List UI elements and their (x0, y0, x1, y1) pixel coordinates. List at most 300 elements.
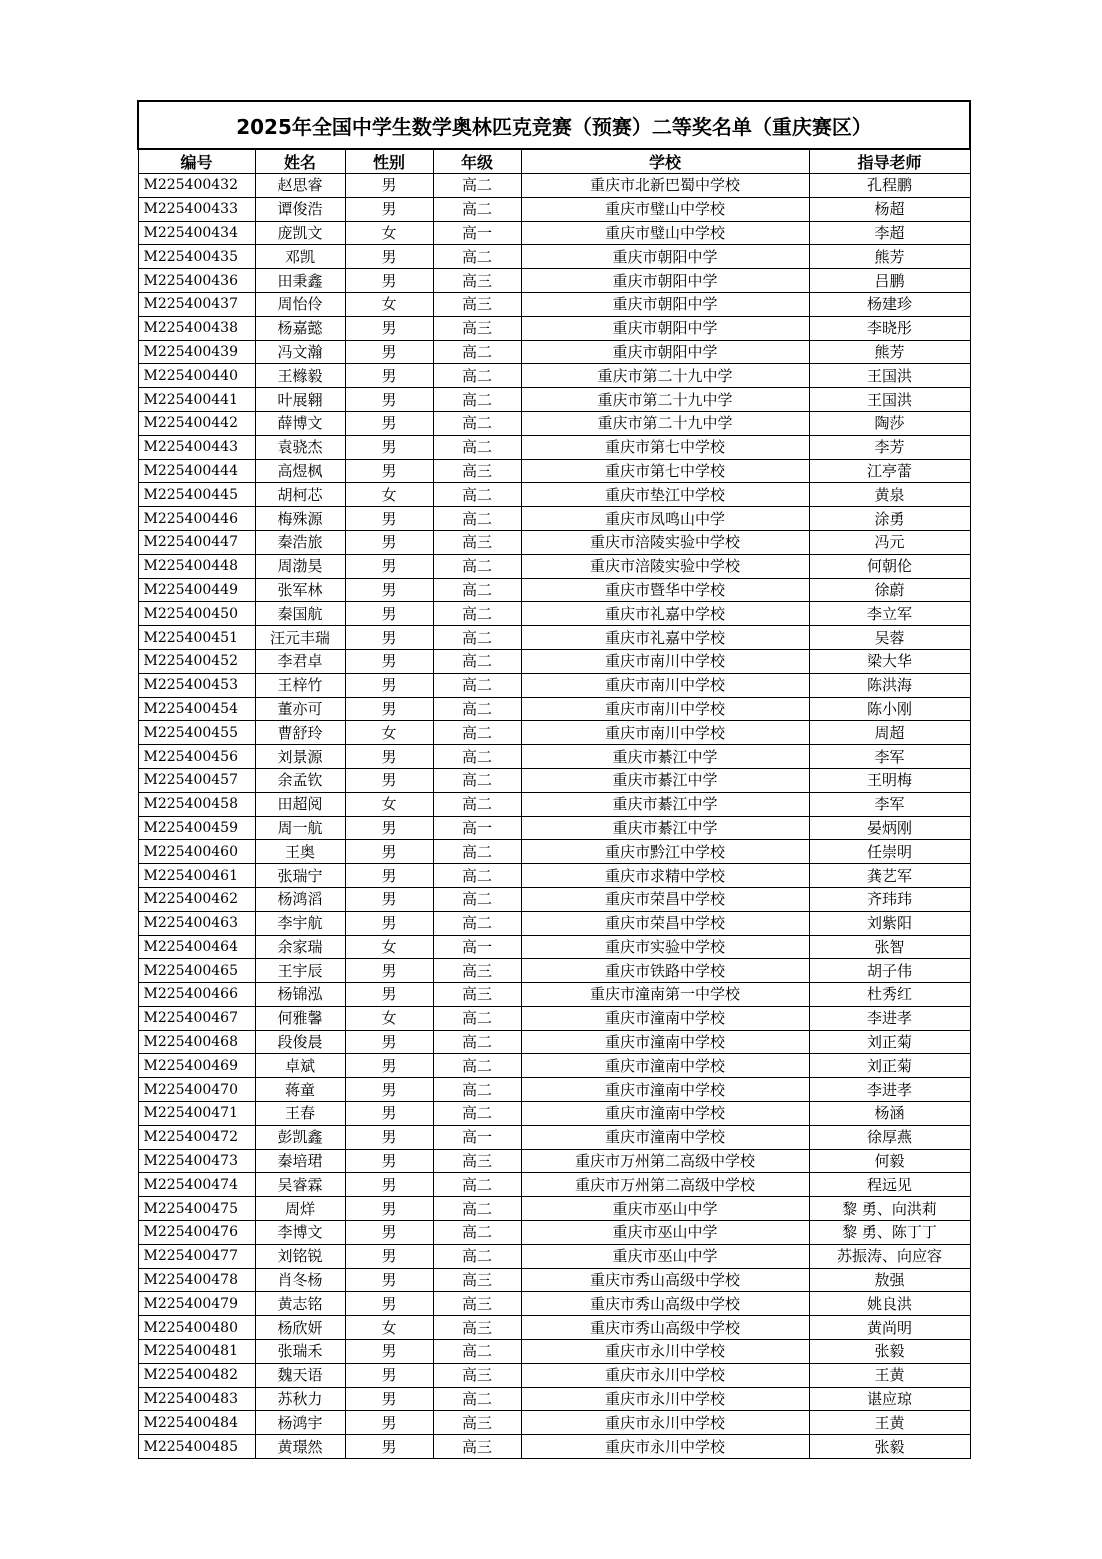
cell-gender: 男 (345, 626, 433, 650)
cell-grade: 高三 (433, 530, 521, 554)
cell-teacher: 张毅 (809, 1340, 970, 1364)
cell-grade: 高三 (433, 1149, 521, 1173)
cell-school: 重庆市第七中学校 (521, 459, 809, 483)
cell-school: 重庆市潼南中学校 (521, 1102, 809, 1126)
cell-school: 重庆市南川中学校 (521, 649, 809, 673)
cell-grade: 高二 (433, 792, 521, 816)
cell-teacher: 王国洪 (809, 388, 970, 412)
cell-school: 重庆市垫江中学校 (521, 483, 809, 507)
cell-name: 秦培珺 (255, 1149, 345, 1173)
cell-teacher: 杜秀红 (809, 983, 970, 1007)
cell-id: M225400460 (138, 840, 255, 864)
cell-grade: 高二 (433, 1244, 521, 1268)
cell-school: 重庆市第二十九中学 (521, 364, 809, 388)
cell-id: M225400443 (138, 435, 255, 459)
table-row (138, 269, 970, 293)
cell-teacher: 李超 (809, 221, 970, 245)
cell-id: M225400469 (138, 1054, 255, 1078)
cell-name: 谭俊浩 (255, 197, 345, 221)
table-row (138, 292, 970, 316)
cell-school: 重庆市巫山中学 (521, 1197, 809, 1221)
cell-name: 曹舒玲 (255, 721, 345, 745)
cell-id: M225400438 (138, 316, 255, 340)
cell-gender: 男 (345, 1411, 433, 1435)
cell-id: M225400447 (138, 530, 255, 554)
cell-school: 重庆市黔江中学校 (521, 840, 809, 864)
header-school: 学校 (521, 149, 809, 174)
cell-teacher: 杨超 (809, 197, 970, 221)
cell-teacher: 张智 (809, 935, 970, 959)
header-grade: 年级 (433, 149, 521, 174)
cell-school: 重庆市涪陵实验中学校 (521, 530, 809, 554)
cell-school: 重庆市涪陵实验中学校 (521, 554, 809, 578)
cell-teacher: 苏振涛、向应容 (809, 1244, 970, 1268)
cell-teacher: 熊芳 (809, 245, 970, 269)
cell-gender: 男 (345, 1268, 433, 1292)
cell-name: 魏天语 (255, 1363, 345, 1387)
cell-school: 重庆市朝阳中学 (521, 340, 809, 364)
cell-teacher: 李军 (809, 792, 970, 816)
table-row (138, 1125, 970, 1149)
table-row (138, 1292, 970, 1316)
table-body (138, 174, 970, 1459)
cell-teacher: 任崇明 (809, 840, 970, 864)
cell-grade: 高二 (433, 911, 521, 935)
cell-id: M225400477 (138, 1244, 255, 1268)
cell-name: 杨鸿宇 (255, 1411, 345, 1435)
cell-school: 重庆市南川中学校 (521, 721, 809, 745)
cell-grade: 高一 (433, 816, 521, 840)
cell-school: 重庆市南川中学校 (521, 673, 809, 697)
table-row (138, 983, 970, 1007)
cell-gender: 男 (345, 459, 433, 483)
cell-teacher: 李军 (809, 745, 970, 769)
cell-id: M225400445 (138, 483, 255, 507)
cell-name: 张军林 (255, 578, 345, 602)
cell-id: M225400472 (138, 1125, 255, 1149)
cell-name: 王春 (255, 1102, 345, 1126)
cell-grade: 高二 (433, 673, 521, 697)
cell-teacher: 杨涵 (809, 1102, 970, 1126)
cell-school: 重庆市巫山中学 (521, 1221, 809, 1245)
cell-teacher: 陈小刚 (809, 697, 970, 721)
cell-grade: 高二 (433, 245, 521, 269)
cell-name: 蒋童 (255, 1078, 345, 1102)
cell-gender: 女 (345, 221, 433, 245)
cell-name: 王宇辰 (255, 959, 345, 983)
cell-id: M225400466 (138, 983, 255, 1007)
table-row (138, 554, 970, 578)
cell-name: 杨鸿滔 (255, 887, 345, 911)
cell-teacher: 黎 勇、陈丁丁 (809, 1221, 970, 1245)
cell-id: M225400483 (138, 1387, 255, 1411)
cell-id: M225400434 (138, 221, 255, 245)
cell-school: 重庆市璧山中学校 (521, 221, 809, 245)
table-row (138, 1221, 970, 1245)
table-row (138, 1054, 970, 1078)
cell-id: M225400433 (138, 197, 255, 221)
cell-name: 何雅馨 (255, 1006, 345, 1030)
cell-grade: 高二 (433, 411, 521, 435)
cell-id: M225400473 (138, 1149, 255, 1173)
cell-school: 重庆市朝阳中学 (521, 316, 809, 340)
table-row (138, 1006, 970, 1030)
cell-name: 黄璟然 (255, 1435, 345, 1459)
cell-teacher: 熊芳 (809, 340, 970, 364)
table-row (138, 364, 970, 388)
cell-id: M225400484 (138, 1411, 255, 1435)
table-row (138, 245, 970, 269)
cell-grade: 高二 (433, 483, 521, 507)
table-row (138, 887, 970, 911)
cell-teacher: 陶莎 (809, 411, 970, 435)
cell-teacher: 冯元 (809, 530, 970, 554)
cell-name: 杨锦泓 (255, 983, 345, 1007)
cell-teacher: 吴蓉 (809, 626, 970, 650)
cell-gender: 男 (345, 364, 433, 388)
cell-gender: 男 (345, 602, 433, 626)
table-row (138, 1268, 970, 1292)
cell-grade: 高三 (433, 1435, 521, 1459)
cell-grade: 高二 (433, 626, 521, 650)
cell-school: 重庆市秀山高级中学校 (521, 1316, 809, 1340)
cell-gender: 男 (345, 887, 433, 911)
cell-grade: 高三 (433, 959, 521, 983)
cell-grade: 高二 (433, 1387, 521, 1411)
cell-grade: 高一 (433, 935, 521, 959)
cell-grade: 高二 (433, 768, 521, 792)
cell-id: M225400446 (138, 507, 255, 531)
cell-teacher: 何毅 (809, 1149, 970, 1173)
cell-name: 王橼毅 (255, 364, 345, 388)
cell-name: 庞凯文 (255, 221, 345, 245)
cell-name: 邓凯 (255, 245, 345, 269)
cell-teacher: 黎 勇、向洪莉 (809, 1197, 970, 1221)
cell-name: 汪元丰瑞 (255, 626, 345, 650)
cell-school: 重庆市南川中学校 (521, 697, 809, 721)
cell-name: 赵思睿 (255, 174, 345, 198)
cell-id: M225400437 (138, 292, 255, 316)
cell-teacher: 徐厚燕 (809, 1125, 970, 1149)
cell-gender: 男 (345, 245, 433, 269)
cell-grade: 高二 (433, 364, 521, 388)
cell-teacher: 江亭蕾 (809, 459, 970, 483)
cell-gender: 男 (345, 1435, 433, 1459)
cell-gender: 男 (345, 1244, 433, 1268)
cell-name: 叶展翱 (255, 388, 345, 412)
table-row (138, 578, 970, 602)
cell-gender: 男 (345, 911, 433, 935)
cell-teacher: 王黄 (809, 1411, 970, 1435)
cell-teacher: 梁大华 (809, 649, 970, 673)
cell-id: M225400476 (138, 1221, 255, 1245)
cell-school: 重庆市第二十九中学 (521, 411, 809, 435)
cell-gender: 男 (345, 983, 433, 1007)
cell-grade: 高二 (433, 197, 521, 221)
cell-grade: 高二 (433, 745, 521, 769)
cell-grade: 高二 (433, 388, 521, 412)
cell-id: M225400432 (138, 174, 255, 198)
cell-name: 周一航 (255, 816, 345, 840)
cell-name: 梅殊源 (255, 507, 345, 531)
cell-id: M225400442 (138, 411, 255, 435)
cell-teacher: 姚良洪 (809, 1292, 970, 1316)
cell-teacher: 涂勇 (809, 507, 970, 531)
table-row (138, 911, 970, 935)
cell-gender: 女 (345, 721, 433, 745)
cell-id: M225400461 (138, 864, 255, 888)
cell-grade: 高三 (433, 1411, 521, 1435)
cell-id: M225400467 (138, 1006, 255, 1030)
cell-gender: 男 (345, 768, 433, 792)
cell-name: 田秉鑫 (255, 269, 345, 293)
cell-id: M225400485 (138, 1435, 255, 1459)
table-row (138, 1363, 970, 1387)
cell-name: 王奥 (255, 840, 345, 864)
cell-grade: 高二 (433, 1340, 521, 1364)
cell-grade: 高二 (433, 578, 521, 602)
cell-school: 重庆市铁路中学校 (521, 959, 809, 983)
cell-teacher: 谌应琼 (809, 1387, 970, 1411)
table-row (138, 1340, 970, 1364)
cell-school: 重庆市秀山高级中学校 (521, 1292, 809, 1316)
cell-school: 重庆市朝阳中学 (521, 269, 809, 293)
cell-school: 重庆市秀山高级中学校 (521, 1268, 809, 1292)
cell-teacher: 王国洪 (809, 364, 970, 388)
cell-teacher: 王黄 (809, 1363, 970, 1387)
cell-grade: 高二 (433, 1030, 521, 1054)
cell-gender: 男 (345, 1363, 433, 1387)
table-row (138, 959, 970, 983)
cell-name: 彭凯鑫 (255, 1125, 345, 1149)
cell-gender: 女 (345, 935, 433, 959)
table-row (138, 507, 970, 531)
cell-school: 重庆市潼南中学校 (521, 1125, 809, 1149)
cell-school: 重庆市永川中学校 (521, 1387, 809, 1411)
cell-school: 重庆市朝阳中学 (521, 292, 809, 316)
cell-school: 重庆市万州第二高级中学校 (521, 1149, 809, 1173)
cell-gender: 男 (345, 864, 433, 888)
cell-teacher: 徐蔚 (809, 578, 970, 602)
table-row (138, 840, 970, 864)
cell-name: 冯文瀚 (255, 340, 345, 364)
cell-grade: 高二 (433, 340, 521, 364)
cell-gender: 男 (345, 1292, 433, 1316)
cell-name: 肖冬杨 (255, 1268, 345, 1292)
cell-school: 重庆市綦江中学 (521, 768, 809, 792)
table-row (138, 1411, 970, 1435)
cell-name: 秦国航 (255, 602, 345, 626)
table-row (138, 1102, 970, 1126)
cell-school: 重庆市礼嘉中学校 (521, 626, 809, 650)
cell-gender: 女 (345, 1006, 433, 1030)
cell-teacher: 李进孝 (809, 1078, 970, 1102)
cell-id: M225400465 (138, 959, 255, 983)
cell-name: 卓斌 (255, 1054, 345, 1078)
cell-school: 重庆市凤鸣山中学 (521, 507, 809, 531)
cell-grade: 高二 (433, 697, 521, 721)
cell-school: 重庆市璧山中学校 (521, 197, 809, 221)
cell-gender: 男 (345, 816, 433, 840)
cell-teacher: 黄泉 (809, 483, 970, 507)
cell-gender: 男 (345, 578, 433, 602)
cell-name: 王梓竹 (255, 673, 345, 697)
cell-id: M225400453 (138, 673, 255, 697)
cell-teacher: 吕鹏 (809, 269, 970, 293)
header-name: 姓名 (255, 149, 345, 174)
cell-teacher: 黄尚明 (809, 1316, 970, 1340)
cell-grade: 高二 (433, 1197, 521, 1221)
cell-teacher: 孔程鹏 (809, 174, 970, 198)
cell-teacher: 李立军 (809, 602, 970, 626)
cell-teacher: 刘正菊 (809, 1054, 970, 1078)
cell-school: 重庆市朝阳中学 (521, 245, 809, 269)
cell-id: M225400459 (138, 816, 255, 840)
cell-name: 黄志铭 (255, 1292, 345, 1316)
table-row (138, 721, 970, 745)
cell-teacher: 齐玮玮 (809, 887, 970, 911)
cell-name: 张瑞宁 (255, 864, 345, 888)
table-row (138, 1149, 970, 1173)
cell-name: 高煜枫 (255, 459, 345, 483)
cell-gender: 男 (345, 840, 433, 864)
cell-grade: 高三 (433, 292, 521, 316)
cell-teacher: 胡子伟 (809, 959, 970, 983)
cell-school: 重庆市实验中学校 (521, 935, 809, 959)
cell-grade: 高二 (433, 1006, 521, 1030)
cell-gender: 男 (345, 1173, 433, 1197)
cell-gender: 男 (345, 1221, 433, 1245)
cell-gender: 男 (345, 197, 433, 221)
cell-school: 重庆市潼南中学校 (521, 1030, 809, 1054)
cell-gender: 男 (345, 959, 433, 983)
cell-name: 吴睿霖 (255, 1173, 345, 1197)
cell-grade: 高三 (433, 1316, 521, 1340)
cell-school: 重庆市潼南中学校 (521, 1054, 809, 1078)
cell-id: M225400462 (138, 887, 255, 911)
cell-name: 李博文 (255, 1221, 345, 1245)
cell-grade: 高二 (433, 1054, 521, 1078)
header-teacher: 指导老师 (809, 149, 970, 174)
table-row (138, 1244, 970, 1268)
cell-id: M225400455 (138, 721, 255, 745)
cell-grade: 高二 (433, 721, 521, 745)
cell-gender: 男 (345, 554, 433, 578)
cell-id: M225400448 (138, 554, 255, 578)
cell-gender: 男 (345, 1387, 433, 1411)
table-row (138, 197, 970, 221)
cell-teacher: 李晓彤 (809, 316, 970, 340)
cell-teacher: 刘正菊 (809, 1030, 970, 1054)
cell-id: M225400468 (138, 1030, 255, 1054)
cell-gender: 男 (345, 1149, 433, 1173)
cell-id: M225400475 (138, 1197, 255, 1221)
cell-grade: 高二 (433, 174, 521, 198)
cell-school: 重庆市永川中学校 (521, 1363, 809, 1387)
cell-school: 重庆市荣昌中学校 (521, 911, 809, 935)
cell-id: M225400435 (138, 245, 255, 269)
table-row (138, 1316, 970, 1340)
cell-id: M225400481 (138, 1340, 255, 1364)
cell-gender: 男 (345, 530, 433, 554)
cell-grade: 高二 (433, 1102, 521, 1126)
cell-id: M225400449 (138, 578, 255, 602)
cell-gender: 男 (345, 1340, 433, 1364)
header-id: 编号 (138, 149, 255, 174)
cell-gender: 男 (345, 174, 433, 198)
table-row (138, 1030, 970, 1054)
cell-gender: 男 (345, 340, 433, 364)
cell-id: M225400479 (138, 1292, 255, 1316)
cell-grade: 高二 (433, 864, 521, 888)
cell-name: 袁骁杰 (255, 435, 345, 459)
cell-teacher: 龚艺军 (809, 864, 970, 888)
cell-gender: 男 (345, 388, 433, 412)
cell-name: 李君卓 (255, 649, 345, 673)
cell-gender: 男 (345, 745, 433, 769)
cell-grade: 高三 (433, 269, 521, 293)
cell-grade: 高一 (433, 221, 521, 245)
cell-teacher: 晏炳刚 (809, 816, 970, 840)
cell-grade: 高二 (433, 602, 521, 626)
cell-gender: 男 (345, 1078, 433, 1102)
cell-id: M225400436 (138, 269, 255, 293)
cell-grade: 高二 (433, 1078, 521, 1102)
cell-school: 重庆市潼南中学校 (521, 1006, 809, 1030)
cell-school: 重庆市永川中学校 (521, 1411, 809, 1435)
table-row (138, 1173, 970, 1197)
cell-id: M225400454 (138, 697, 255, 721)
cell-teacher: 杨建珍 (809, 292, 970, 316)
cell-grade: 高二 (433, 507, 521, 531)
cell-name: 董亦可 (255, 697, 345, 721)
cell-school: 重庆市綦江中学 (521, 816, 809, 840)
table-row (138, 411, 970, 435)
cell-gender: 男 (345, 673, 433, 697)
cell-id: M225400441 (138, 388, 255, 412)
cell-school: 重庆市永川中学校 (521, 1435, 809, 1459)
cell-school: 重庆市北新巴蜀中学校 (521, 174, 809, 198)
table-row (138, 316, 970, 340)
table-row (138, 1435, 970, 1459)
cell-gender: 男 (345, 1125, 433, 1149)
cell-grade: 高三 (433, 1292, 521, 1316)
cell-name: 杨欣妍 (255, 1316, 345, 1340)
table-row (138, 388, 970, 412)
cell-teacher: 敖强 (809, 1268, 970, 1292)
table-row (138, 1387, 970, 1411)
cell-name: 刘铭锐 (255, 1244, 345, 1268)
cell-id: M225400471 (138, 1102, 255, 1126)
cell-name: 薛博文 (255, 411, 345, 435)
cell-name: 刘景源 (255, 745, 345, 769)
cell-school: 重庆市礼嘉中学校 (521, 602, 809, 626)
cell-name: 胡柯芯 (255, 483, 345, 507)
table-row (138, 697, 970, 721)
cell-school: 重庆市綦江中学 (521, 745, 809, 769)
table-row (138, 673, 970, 697)
table-row (138, 816, 970, 840)
table-row (138, 935, 970, 959)
cell-name: 苏秋力 (255, 1387, 345, 1411)
table-row (138, 864, 970, 888)
cell-gender: 女 (345, 483, 433, 507)
cell-id: M225400451 (138, 626, 255, 650)
cell-gender: 男 (345, 269, 433, 293)
table-row (138, 221, 970, 245)
table-row (138, 602, 970, 626)
cell-gender: 男 (345, 507, 433, 531)
